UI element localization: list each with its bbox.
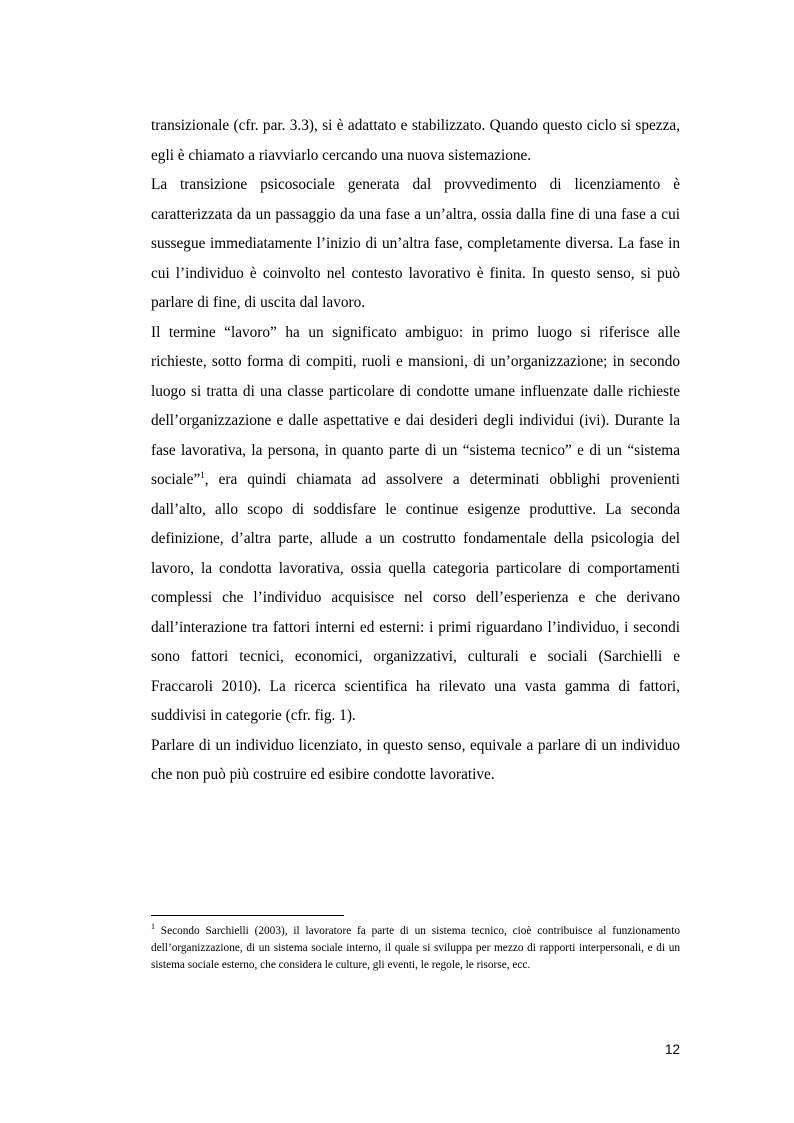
- paragraph-4: [151, 731, 680, 790]
- footnote-marker: 1: [151, 922, 155, 932]
- footnote-reference-1: 1: [200, 469, 205, 480]
- footnote-1: [151, 923, 680, 975]
- paragraph-3-text-before-note: Il termine “lavoro” ha un significato ambiguo: in primo luogo si riferisce alle richieste, sotto forma di compiti, ruoli e mansioni, di un’organizzazione; in secondo luogo si tratta di una classe particolare di condotte umane influenzate dalle richieste dell’organizzazione e dalle aspettative e dai desideri degli individui (ivi). Durante la fase lavorativa, la persona, in quanto parte di un “sistema tecnico” e di un “sistema sociale”: [151, 323, 680, 488]
- paragraph-1-text: transizionale (cfr. par. 3.3), si è adattato e stabilizzato. Quando questo ciclo si spezza, egli è chiamato a riavviarlo cercando una nuova sistemazione.: [151, 117, 680, 164]
- paragraph-2: [151, 170, 680, 318]
- paragraph-1: [151, 111, 680, 170]
- footnote-separator: [151, 915, 344, 916]
- page-number: 12: [664, 1042, 680, 1057]
- paragraph-4-text: Parlare di un individuo licenziato, in questo senso, equivale a parlare di un individuo che non può più costruire ed esibire condotte lavorative.: [151, 736, 680, 783]
- paragraph-2-text: La transizione psicosociale generata dal provvedimento di licenziamento è caratterizzata da un passaggio da una fase a un’altra, ossia dalla fine di una fase a cui sussegue immediatamente l’inizio di un’altra fase, completamente diversa. La fase in cui l’individuo è coinvolto nel contesto lavorativo è finita. In questo senso, si può parlare di fine, di uscita dal lavoro.: [151, 176, 680, 311]
- paragraph-3-text-after-note: , era quindi chiamata ad assolvere a determinati obblighi provenienti dall’alto, allo scopo di soddisfare le continue esigenze produttive. La seconda definizione, d’altra parte, allude a un costrutto fondamentale della psicologia del lavoro, la condotta lavorativa, ossia quella categoria particolare di comportamenti complessi che l’individuo acquisisce nel corso dell’esperienza e che derivano dall’interazione tra fattori interni ed esterni: i primi riguardano l’individuo, i secondi sono fattori tecnici, economici, organizzativi, culturali e sociali (Sarchielli e Fraccaroli 2010). La ricerca scientifica ha rilevato una vasta gamma di fattori, suddivisi in categorie (cfr. fig. 1).: [151, 471, 680, 724]
- paragraph-3: [151, 318, 680, 731]
- footnote-text: Secondo Sarchielli (2003), il lavoratore fa parte di un sistema tecnico, cioè contribuisce al funzionamento dell’organizzazione, di un sistema sociale interno, il quale si sviluppa per mezzo di rapporti interpersonali, e di un sistema sociale esterno, che considera le culture, gli eventi, le regole, le risorse, ecc.: [151, 925, 680, 972]
- body-text: [151, 111, 680, 790]
